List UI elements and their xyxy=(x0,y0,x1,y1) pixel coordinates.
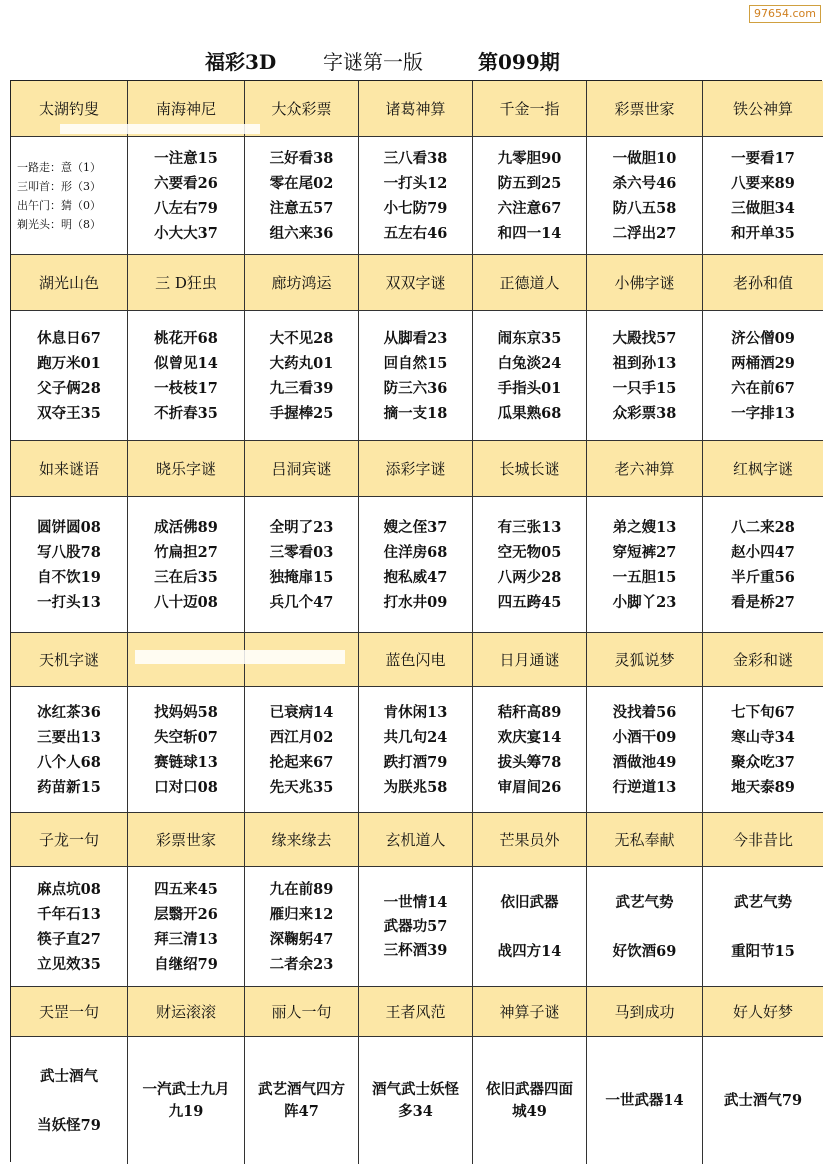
riddle-line: 两桶酒29 xyxy=(731,354,795,372)
riddle-line: 白兔淡24 xyxy=(497,354,562,372)
riddle-line: 小脚丫23 xyxy=(612,593,677,611)
riddle-cell xyxy=(245,1037,359,1164)
riddle-line: 八要来89 xyxy=(731,174,795,192)
header-label: 缘来缘去 xyxy=(271,831,332,849)
riddle-line: 武艺气势 xyxy=(734,893,792,911)
riddle-line: 一注意15 xyxy=(154,149,218,167)
riddle-cell xyxy=(245,867,359,987)
riddle-line: 大不见28 xyxy=(269,329,334,347)
riddle-line: 住洋房68 xyxy=(383,543,448,561)
riddle-line: 手握棒25 xyxy=(269,404,334,422)
header-cell xyxy=(11,813,128,867)
header-cell xyxy=(11,633,128,687)
riddle-line: 已衰病14 xyxy=(269,703,334,721)
riddle-line: 防五到25 xyxy=(497,174,562,192)
header-label: 芒果员外 xyxy=(499,831,560,849)
riddle-cell xyxy=(245,137,359,255)
header-label: 如来谜语 xyxy=(38,460,99,478)
header-cell xyxy=(587,987,703,1037)
riddle-line: 成活佛89 xyxy=(154,518,218,536)
header-label: 彩票世家 xyxy=(155,831,216,849)
riddle-cell xyxy=(11,311,128,441)
header-cell xyxy=(359,81,473,137)
header-label: 丽人一句 xyxy=(271,1003,332,1021)
riddle-line: 和开单35 xyxy=(731,224,795,242)
riddle-line: 五左右46 xyxy=(383,224,448,242)
riddle-line: 弟之嫂13 xyxy=(612,518,677,536)
header-cell xyxy=(359,255,473,311)
riddle-line: 回自然15 xyxy=(383,354,448,372)
header-label: 灵狐说梦 xyxy=(614,651,675,669)
header-label: 太湖钓叟 xyxy=(38,100,99,118)
riddle-line: 嫂之侄37 xyxy=(383,518,448,536)
header-label: 吕洞宾谜 xyxy=(271,460,332,478)
riddle-line: 竹扁担27 xyxy=(154,543,218,561)
riddle-line: 小酒干09 xyxy=(612,728,677,746)
header-cell xyxy=(128,255,245,311)
riddle-line: 武士酒气 xyxy=(40,1067,98,1085)
header-label: 老孙和值 xyxy=(732,274,793,292)
riddle-line: 独掩扉15 xyxy=(269,568,334,586)
riddle-line: 立见效35 xyxy=(37,955,101,973)
riddle-line: 父子俩28 xyxy=(37,379,101,397)
riddle-line: 酒气武士妖怪多34 xyxy=(372,1080,459,1120)
header-cell xyxy=(703,255,823,311)
riddle-line: 审眉间26 xyxy=(497,778,562,796)
header-cell xyxy=(703,987,823,1037)
riddle-line: 小大大37 xyxy=(154,224,218,242)
riddle-line: 一世武器14 xyxy=(605,1091,684,1109)
riddle-cell xyxy=(11,687,128,813)
riddle-line: 四五跨45 xyxy=(497,593,562,611)
riddle-line: 摘一支18 xyxy=(383,404,448,422)
header-label: 蓝色闪电 xyxy=(385,651,446,669)
header-cell xyxy=(128,441,245,497)
riddle-cell xyxy=(11,137,128,255)
riddle-cell xyxy=(359,311,473,441)
riddle-line: 重阳节15 xyxy=(731,942,795,960)
riddle-line: 看是桥27 xyxy=(731,593,795,611)
header-label: 千金一指 xyxy=(499,100,560,118)
header-cell xyxy=(587,813,703,867)
riddle-cell xyxy=(359,687,473,813)
riddle-cell xyxy=(587,1037,703,1164)
riddle-cell xyxy=(11,867,128,987)
riddle-cell xyxy=(11,1037,128,1164)
riddle-line: 八左右79 xyxy=(154,199,218,217)
riddle-line: 组六来36 xyxy=(269,224,334,242)
riddle-cell xyxy=(703,497,823,633)
riddle-cell xyxy=(587,311,703,441)
riddle-line: 口对口08 xyxy=(154,778,218,796)
riddle-line: 八二来28 xyxy=(731,518,795,536)
riddle-cell xyxy=(703,311,823,441)
header-cell xyxy=(473,633,587,687)
riddle-line: 武艺酒气四方阵47 xyxy=(258,1080,345,1120)
riddle-cell xyxy=(128,867,245,987)
riddle-line: 跑万米01 xyxy=(37,354,101,372)
header-cell xyxy=(473,813,587,867)
header-cell xyxy=(245,441,359,497)
riddle-line: 当妖怪79 xyxy=(37,1116,101,1134)
riddle-line: 六注意67 xyxy=(497,199,562,217)
riddle-line: 一汽武士九月九19 xyxy=(142,1080,230,1120)
riddle-cell xyxy=(703,1037,823,1164)
riddle-line: 找妈妈58 xyxy=(154,703,218,721)
riddle-line: 地天泰89 xyxy=(731,778,795,796)
header-label: 无私奉献 xyxy=(614,831,675,849)
riddle-line: 出午门：猜（0） xyxy=(17,198,101,212)
riddle-line: 三要出13 xyxy=(37,728,101,746)
riddle-line: 自不饮19 xyxy=(37,568,101,586)
riddle-cell xyxy=(473,137,587,255)
riddle-line: 全明了23 xyxy=(269,518,334,536)
riddle-line: 共几句24 xyxy=(383,728,448,746)
header-cell xyxy=(11,441,128,497)
riddle-line: 六在前67 xyxy=(731,379,795,397)
header-cell xyxy=(359,813,473,867)
riddle-cell xyxy=(128,497,245,633)
header-label: 南海神尼 xyxy=(155,100,216,118)
header-cell xyxy=(245,987,359,1037)
riddle-line: 空无物05 xyxy=(497,543,562,561)
header-cell xyxy=(245,813,359,867)
riddle-line: 三做胆34 xyxy=(731,199,795,217)
riddle-cell xyxy=(473,497,587,633)
riddle-line: 一世情14 xyxy=(383,893,448,911)
riddle-cell xyxy=(245,497,359,633)
header-cell xyxy=(703,633,823,687)
riddle-cell xyxy=(128,311,245,441)
riddle-line: 八个人68 xyxy=(37,753,101,771)
header-cell xyxy=(473,441,587,497)
header-label: 红枫字谜 xyxy=(732,460,793,478)
riddle-line: 一只手15 xyxy=(612,379,677,397)
riddle-line: 注意五57 xyxy=(269,199,334,217)
riddle-cell xyxy=(128,1037,245,1164)
title-issue: 第099期 xyxy=(478,50,560,74)
riddle-line: 欢庆宴14 xyxy=(497,728,562,746)
header-cell xyxy=(359,987,473,1037)
watermark: 97654.com xyxy=(749,5,821,23)
riddle-line: 没找着56 xyxy=(612,703,677,721)
riddle-line: 抱私威47 xyxy=(383,568,448,586)
header-cell xyxy=(359,633,473,687)
riddle-table xyxy=(10,80,822,1162)
riddle-cell xyxy=(587,137,703,255)
riddle-line: 九在前89 xyxy=(269,880,334,898)
header-label: 日月通谜 xyxy=(499,651,560,669)
riddle-cell xyxy=(703,687,823,813)
riddle-line: 三杯酒39 xyxy=(383,941,448,959)
header-cell xyxy=(587,81,703,137)
riddle-line: 肯休闲13 xyxy=(383,703,448,721)
riddle-line: 赛链球13 xyxy=(154,753,218,771)
riddle-line: 手指头01 xyxy=(497,379,562,397)
riddle-cell xyxy=(473,687,587,813)
riddle-line: 一五胆15 xyxy=(612,568,677,586)
riddle-line: 麻点坑08 xyxy=(37,880,101,898)
riddle-line: 九三看39 xyxy=(269,379,334,397)
riddle-cell xyxy=(587,867,703,987)
header-label: 铁公神算 xyxy=(732,100,793,118)
riddle-line: 三八看38 xyxy=(383,149,448,167)
riddle-cell xyxy=(359,137,473,255)
riddle-cell xyxy=(128,137,245,255)
riddle-line: 跌打酒79 xyxy=(383,753,448,771)
header-label: 好人好梦 xyxy=(732,1003,793,1021)
riddle-line: 似曾见14 xyxy=(154,354,218,372)
riddle-line: 依旧武器四面城49 xyxy=(486,1080,573,1120)
header-label: 添彩字谜 xyxy=(385,460,446,478)
header-label: 玄机道人 xyxy=(385,831,446,849)
riddle-line: 行逆道13 xyxy=(612,778,677,796)
header-cell xyxy=(703,813,823,867)
riddle-cell xyxy=(359,1037,473,1164)
riddle-line: 失空斩07 xyxy=(154,728,218,746)
riddle-line: 拔头筹78 xyxy=(497,753,562,771)
header-cell xyxy=(245,255,359,311)
riddle-line: 赵小四47 xyxy=(731,543,795,561)
riddle-line: 不折春35 xyxy=(154,404,218,422)
header-cell xyxy=(587,633,703,687)
riddle-cell xyxy=(473,1037,587,1164)
riddle-cell xyxy=(587,497,703,633)
riddle-line: 大药丸01 xyxy=(269,354,334,372)
riddle-line: 冰红茶36 xyxy=(37,703,101,721)
riddle-line: 打水井09 xyxy=(383,593,448,611)
riddle-line: 一做胆10 xyxy=(612,149,677,167)
riddle-line: 层翳开26 xyxy=(154,905,218,923)
riddle-line: 小七防79 xyxy=(383,199,448,217)
header-label: 大众彩票 xyxy=(271,100,332,118)
riddle-line: 休息日67 xyxy=(37,329,101,347)
riddle-line: 筷子直27 xyxy=(37,930,101,948)
riddle-line: 拜三清13 xyxy=(154,930,218,948)
riddle-line: 二浮出27 xyxy=(612,224,677,242)
riddle-line: 写八股78 xyxy=(37,543,101,561)
riddle-cell xyxy=(11,497,128,633)
riddle-line: 先天兆35 xyxy=(269,778,334,796)
riddle-line: 为朕兆58 xyxy=(383,778,448,796)
riddle-line: 防八五58 xyxy=(612,199,677,217)
header-cell xyxy=(11,255,128,311)
riddle-line: 酒做池49 xyxy=(612,753,677,771)
header-label: 天罡一句 xyxy=(38,1003,99,1021)
riddle-line: 依旧武器 xyxy=(500,893,559,911)
riddle-line: 祖到孙13 xyxy=(612,354,677,372)
header-cell xyxy=(473,987,587,1037)
riddle-cell xyxy=(128,687,245,813)
riddle-line: 聚众吃37 xyxy=(731,753,795,771)
riddle-line: 三在后35 xyxy=(154,568,218,586)
riddle-line: 三零看03 xyxy=(269,543,334,561)
header-label: 小佛字谜 xyxy=(614,274,675,292)
riddle-line: 药苗新15 xyxy=(37,778,101,796)
riddle-cell xyxy=(245,687,359,813)
riddle-line: 八十迈08 xyxy=(154,593,218,611)
riddle-line: 深鞠躬47 xyxy=(269,930,334,948)
riddle-cell xyxy=(587,687,703,813)
riddle-line: 有三张13 xyxy=(497,518,562,536)
riddle-line: 武士酒气79 xyxy=(723,1091,803,1109)
riddle-line: 从脚看23 xyxy=(383,329,448,347)
header-label: 子龙一句 xyxy=(38,831,99,849)
riddle-line: 九零胆90 xyxy=(497,149,562,167)
riddle-cell xyxy=(245,311,359,441)
riddle-line: 一打头12 xyxy=(383,174,448,192)
title-edition: 字谜第一版 xyxy=(323,50,423,74)
header-label: 彩票世家 xyxy=(614,100,675,118)
riddle-cell xyxy=(703,137,823,255)
riddle-cell xyxy=(359,497,473,633)
riddle-line: 千年石13 xyxy=(37,905,101,923)
riddle-line: 防三六36 xyxy=(383,379,448,397)
riddle-line: 圆饼圆08 xyxy=(37,518,101,536)
header-cell xyxy=(128,813,245,867)
header-label: 长城长谜 xyxy=(499,460,560,478)
riddle-line: 兵几个47 xyxy=(269,593,334,611)
riddle-line: 寒山寺34 xyxy=(731,728,795,746)
header-cell xyxy=(473,255,587,311)
riddle-line: 零在尾02 xyxy=(269,174,334,192)
riddle-line: 穿短裤27 xyxy=(612,543,677,561)
riddle-line: 武艺气势 xyxy=(615,893,674,911)
header-label: 三 D狂虫 xyxy=(155,274,217,292)
page-title xyxy=(0,46,827,76)
riddle-line: 七下旬67 xyxy=(731,703,795,721)
riddle-line: 大殿找57 xyxy=(612,329,677,347)
riddle-line: 八两少28 xyxy=(497,568,562,586)
riddle-line: 一枝枝17 xyxy=(154,379,218,397)
header-cell xyxy=(128,987,245,1037)
riddle-line: 抡起来67 xyxy=(269,753,334,771)
title-lottery: 福彩3D xyxy=(205,50,277,74)
riddle-line: 双夺王35 xyxy=(37,404,101,422)
header-cell xyxy=(703,81,823,137)
riddle-line: 闹东京35 xyxy=(497,329,562,347)
riddle-cell xyxy=(473,311,587,441)
riddle-line: 自继绍79 xyxy=(154,955,218,973)
riddle-line: 一要看17 xyxy=(731,149,795,167)
riddle-line: 瓜果熟68 xyxy=(497,404,562,422)
header-cell xyxy=(587,441,703,497)
riddle-cell xyxy=(473,867,587,987)
header-label: 财运滚滚 xyxy=(155,1003,216,1021)
riddle-line: 剃光头：明（8） xyxy=(17,217,101,231)
riddle-line: 杀六号46 xyxy=(612,174,677,192)
riddle-line: 二者余23 xyxy=(269,955,334,973)
riddle-line: 秸秆高89 xyxy=(497,703,562,721)
riddle-line: 济公僧09 xyxy=(731,329,795,347)
riddle-line: 战四方14 xyxy=(497,942,562,960)
riddle-line: 武器功57 xyxy=(383,917,448,935)
header-cell xyxy=(703,441,823,497)
header-label: 今非昔比 xyxy=(732,831,793,849)
header-cell xyxy=(245,81,359,137)
header-label: 老六神算 xyxy=(614,460,675,478)
riddle-line: 半斤重56 xyxy=(731,568,795,586)
riddle-line: 三好看38 xyxy=(269,149,334,167)
riddle-cell xyxy=(703,867,823,987)
header-label: 湖光山色 xyxy=(38,274,99,292)
riddle-line: 一打头13 xyxy=(37,593,101,611)
header-label: 廊坊鸿运 xyxy=(271,274,332,292)
riddle-line: 雁归来12 xyxy=(269,905,334,923)
header-label: 晓乐字谜 xyxy=(155,460,216,478)
scan-smudge xyxy=(60,124,260,134)
header-cell xyxy=(473,81,587,137)
scan-smudge xyxy=(135,650,345,664)
header-label: 王者风范 xyxy=(385,1003,446,1021)
header-label: 正德道人 xyxy=(499,274,560,292)
riddle-cell xyxy=(359,867,473,987)
riddle-line: 好饮酒69 xyxy=(612,942,677,960)
riddle-line: 三叩首：形（3） xyxy=(17,179,101,193)
riddle-line: 一路走：意（1） xyxy=(17,160,101,174)
riddle-line: 和四一14 xyxy=(497,224,562,242)
header-cell xyxy=(587,255,703,311)
riddle-line: 众彩票38 xyxy=(612,404,677,422)
header-label: 诸葛神算 xyxy=(385,100,446,118)
header-cell xyxy=(11,987,128,1037)
header-cell xyxy=(359,441,473,497)
header-label: 马到成功 xyxy=(614,1003,675,1021)
header-label: 金彩和谜 xyxy=(732,651,793,669)
riddle-line: 六要看26 xyxy=(154,174,218,192)
riddle-line: 一字排13 xyxy=(731,404,795,422)
header-label: 神算子谜 xyxy=(499,1003,560,1021)
riddle-line: 桃花开68 xyxy=(154,329,218,347)
riddle-line: 四五来45 xyxy=(154,880,218,898)
header-label: 天机字谜 xyxy=(38,651,99,669)
riddle-line: 西江月02 xyxy=(269,728,334,746)
header-label: 双双字谜 xyxy=(385,274,446,292)
